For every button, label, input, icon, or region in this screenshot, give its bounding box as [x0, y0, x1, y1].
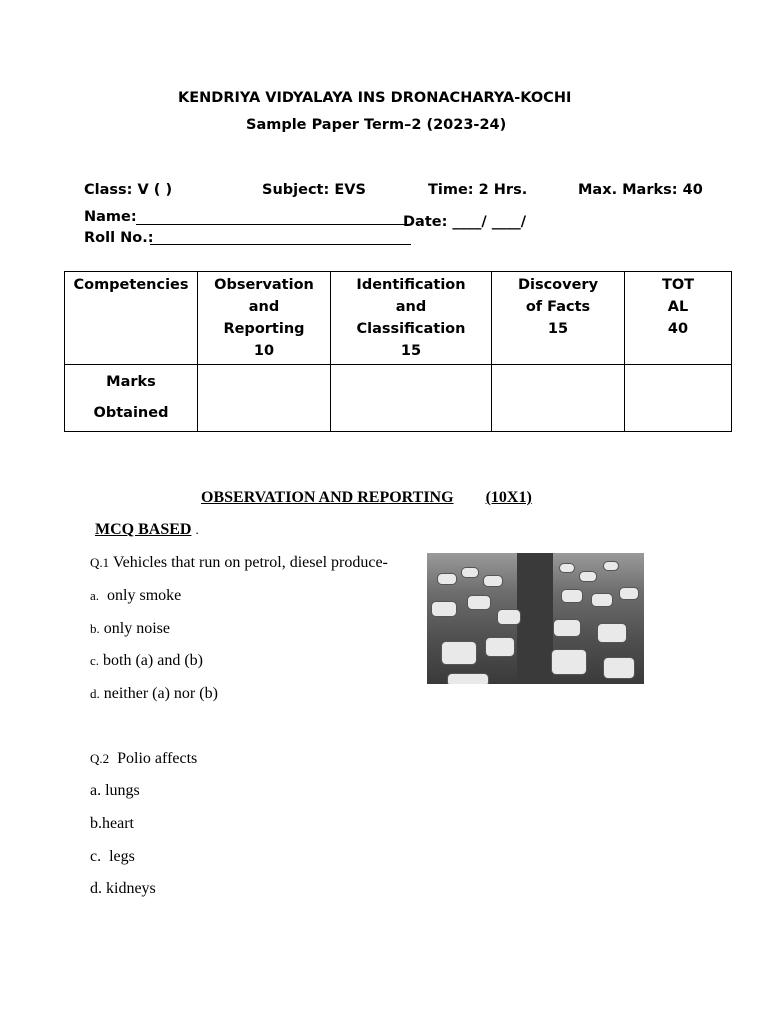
time-label: Time: 2 Hrs. [428, 182, 528, 198]
q1-option-a[interactable]: a. only smoke [90, 587, 182, 604]
q2-option-a[interactable]: a. lungs [90, 782, 140, 799]
max-marks-label: Max. Marks: 40 [578, 182, 703, 198]
q1-option-c[interactable]: c. both (a) and (b) [90, 652, 203, 669]
q1-option-d[interactable]: d. neither (a) nor (b) [90, 685, 218, 702]
date-label: Date: ____/ ____/ [403, 214, 527, 230]
paper-title: Sample Paper Term–2 (2023-24) [246, 117, 507, 133]
observation-header: Observation and Reporting 10 [198, 272, 331, 365]
discovery-marks-cell[interactable] [492, 365, 625, 432]
q1-text: Q.1 Vehicles that run on petrol, diesel produce- [90, 554, 388, 571]
marks-obtained-label: Marks Obtained [65, 365, 198, 432]
marks-table [64, 271, 732, 432]
q2-option-c[interactable]: c. legs [90, 848, 135, 865]
q2-option-b[interactable]: b.heart [90, 815, 134, 832]
section-title: OBSERVATION AND REPORTING (10X1) [201, 489, 532, 506]
total-header: TOT AL 40 [625, 272, 732, 365]
q2-text: Q.2 Polio affects [90, 750, 198, 767]
q1-option-b[interactable]: b. only noise [90, 620, 170, 637]
identification-header: Identification and Classification 15 [331, 272, 492, 365]
name-blank-line[interactable] [136, 224, 406, 225]
identification-marks-cell[interactable] [331, 365, 492, 432]
traffic-photo [427, 553, 644, 684]
roll-label: Roll No.: [84, 230, 154, 246]
observation-marks-cell[interactable] [198, 365, 331, 432]
subject-label: Subject: EVS [262, 182, 366, 198]
roll-blank-line[interactable] [150, 244, 411, 245]
class-label: Class: V ( ) [84, 182, 173, 198]
total-marks-cell[interactable] [625, 365, 732, 432]
school-name: KENDRIYA VIDYALAYA INS DRONACHARYA-KOCHI [178, 90, 572, 106]
mcq-heading: MCQ BASED . [95, 521, 199, 538]
discovery-header: Discovery of Facts 15 [492, 272, 625, 365]
name-label: Name: [84, 209, 137, 225]
q2-option-d[interactable]: d. kidneys [90, 880, 156, 897]
competencies-header: Competencies [65, 272, 198, 365]
